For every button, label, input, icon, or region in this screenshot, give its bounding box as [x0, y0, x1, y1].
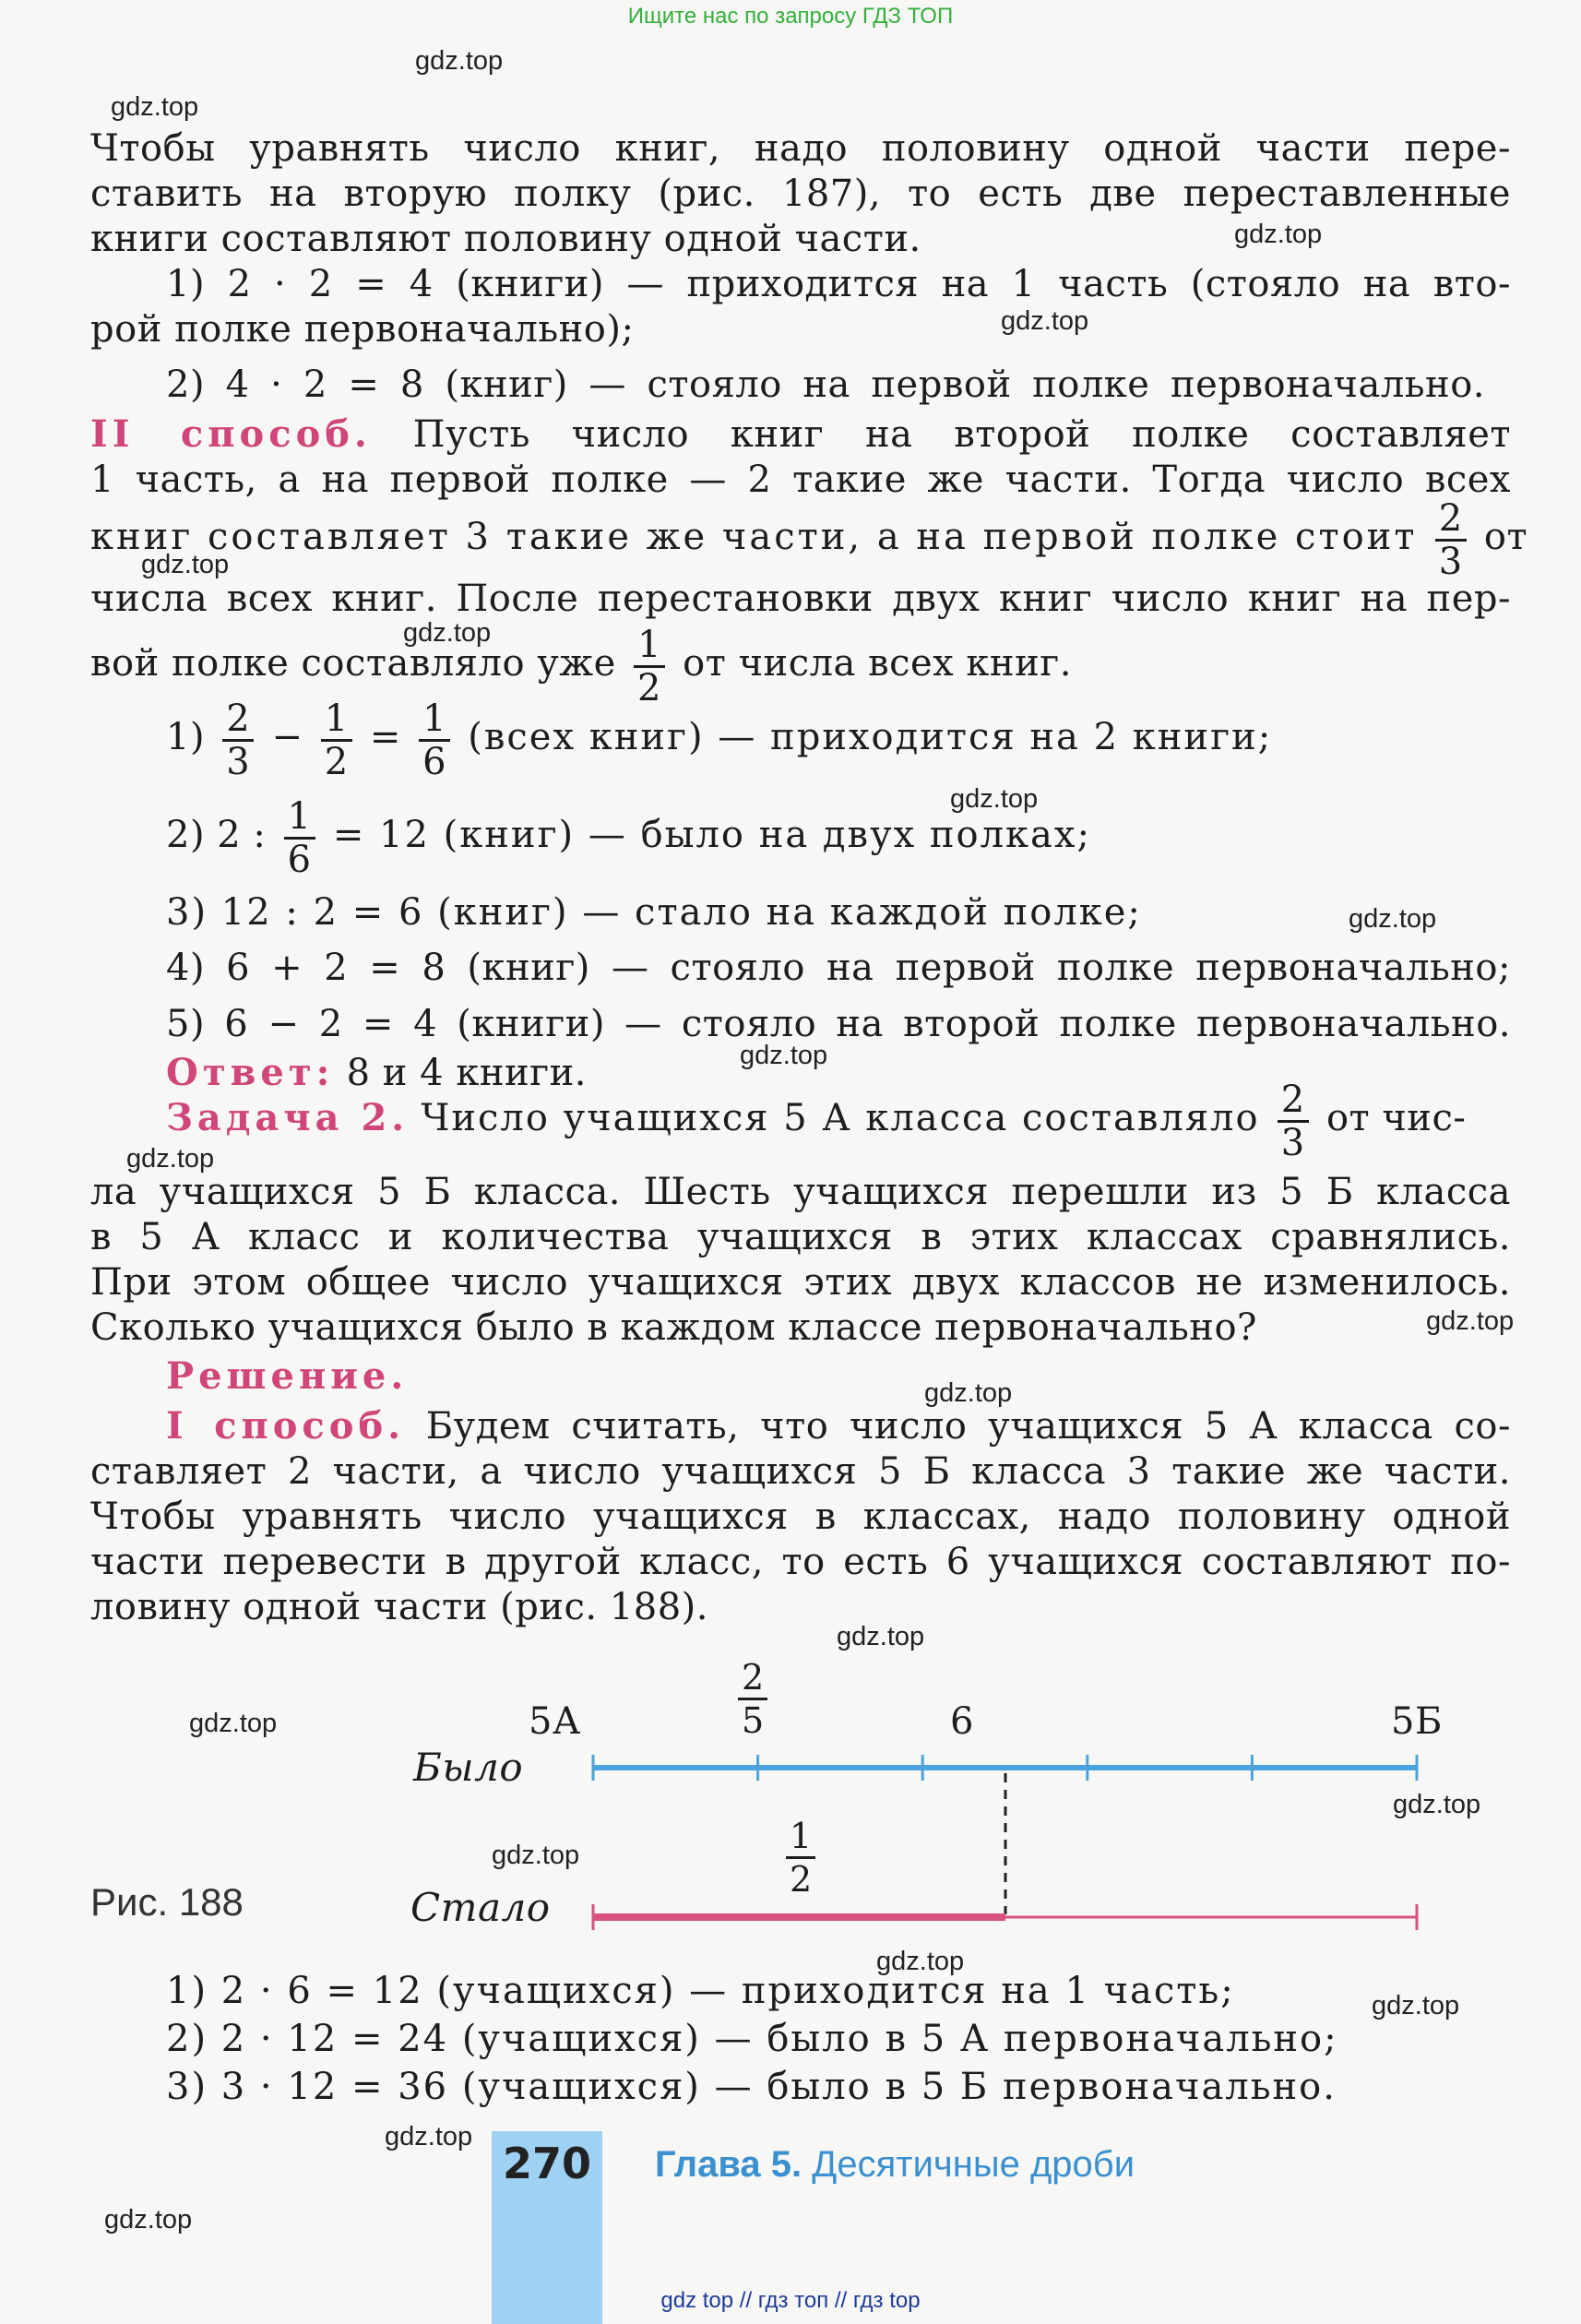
text-line-6: 2) 4 · 2 = 8 (книг) — стояло на первой полке первоначально. [166, 363, 1485, 406]
text-line-3: книги составляют половину одной части. [90, 218, 921, 260]
final-step-1: 1) 2 · 6 = 12 (учащихся) — приходится на 1 часть; [166, 1970, 1235, 2012]
answer-label: Ответ: [166, 1051, 335, 1094]
task2-line-1 [166, 1073, 1511, 1163]
watermark: gdz.top [104, 2205, 193, 2235]
task2-line-4: При этом общее число учащихся этих двух классов не изменилось. [90, 1261, 1511, 1304]
method2-line-2: 1 часть, а на первой полке — 2 такие же части. Тогда число всех [90, 459, 1511, 501]
watermark: gdz.top [1001, 306, 1089, 336]
step2-1 [166, 692, 1581, 782]
chapter-label: Глава 5. [655, 2144, 802, 2185]
answer-text: 8 и 4 книги. [346, 1052, 587, 1094]
minus-sign: − [271, 716, 303, 758]
watermark: gdz.top [1426, 1306, 1515, 1336]
step-text: (всех книг) — приходится на 2 книги; [468, 716, 1273, 758]
method1-line-4: части перевести в другой класс, то есть 6 учащихся составляют по- [90, 1541, 1511, 1583]
task2-line-5: Сколько учащихся было в каждом классе первоначально? [90, 1306, 1257, 1349]
task2-label: Задача 2. [166, 1096, 410, 1139]
watermark: gdz.top [837, 1622, 925, 1651]
fraction-one-half-figure: $\frac{1}{2}$ [786, 1816, 815, 1900]
method2-line-4: числа всех книг. После перестановки двух книг число книг на пер- [90, 578, 1511, 620]
watermark: gdz.top [403, 618, 492, 648]
watermark: gdz.top [1349, 904, 1437, 934]
solution-label: Решение. [166, 1354, 409, 1398]
label-before: Было [413, 1745, 524, 1790]
method2-text-1: Пусть число книг на второй полке составляет [412, 413, 1511, 456]
final-step-3: 3) 3 · 12 = 36 (учащихся) — было в 5 Б первоначально. [166, 2066, 1337, 2108]
method2-line-1 [90, 412, 1511, 457]
method1-line-2: ставляет 2 части, а число учащихся 5 Б класса 3 такие же части. [90, 1450, 1511, 1493]
label-6: 6 [950, 1700, 974, 1743]
method1-text-1: Будем считать, что число учащихся 5 А класса со- [425, 1405, 1511, 1448]
watermark: gdz.top [141, 550, 230, 579]
before-ticks [593, 1755, 1417, 1781]
chapter-name: Десятичные дроби [812, 2144, 1135, 2185]
fraction-one-half: $\frac{1}{2}$ [634, 625, 665, 709]
watermark: gdz.top [1372, 1991, 1460, 2020]
watermark: gdz.top [385, 2122, 473, 2151]
step2-3: 3) 12 : 2 = 6 (книг) — стало на каждой полке; [166, 891, 1142, 934]
method1-line-3: Чтобы уравнять число учащихся в классах, надо половину одной [90, 1496, 1511, 1538]
top-search-note: Ищите нас по запросу ГДЗ ТОП [627, 4, 954, 29]
fraction-two-fifths: $\frac{2}{5}$ [738, 1657, 767, 1741]
fraction-one-sixth: $\frac{1}{6}$ [284, 796, 315, 880]
task2-text-1-end: от чис- [1325, 1097, 1467, 1139]
label-5a: 5А [529, 1700, 581, 1743]
method2-text-5-end: от числа всех книг. [683, 642, 1072, 685]
solution-line [166, 1354, 1581, 1399]
method2-line-3 [90, 492, 1528, 583]
watermark: gdz.top [415, 46, 504, 76]
figure-caption: Рис. 188 [90, 1880, 244, 1924]
watermark: gdz.top [1234, 220, 1323, 249]
method1-line-1 [166, 1404, 1511, 1448]
task2-text-1: Число учащихся 5 А класса составляло [421, 1097, 1260, 1139]
method1-line-5: ловину одной части (рис. 188). [90, 1586, 708, 1628]
watermark: gdz.top [492, 1841, 580, 1870]
label-after: Стало [410, 1885, 551, 1930]
method2-text-5: вой полке составляло уже [90, 642, 616, 685]
watermark: gdz.top [189, 1709, 278, 1738]
bottom-note: gdz top // гдз топ // гдз top [660, 2288, 921, 2313]
text-line-2: ставить на вторую полку (рис. 187), то есть две переставленные [90, 173, 1511, 215]
method2-label: II способ. [90, 412, 372, 456]
watermark: gdz.top [740, 1041, 828, 1070]
label-5b: 5Б [1391, 1700, 1443, 1743]
step-number: 2) 2 : [166, 814, 267, 856]
fraction-two-thirds: $\frac{2}{3}$ [1278, 1079, 1309, 1163]
text-line-1: Чтобы уравнять число книг, надо половину одной части пере- [90, 127, 1511, 170]
step2-4: 4) 6 + 2 = 8 (книг) — стояло на первой полке первоначально; [166, 947, 1511, 989]
fraction-one-half: $\frac{1}{2}$ [321, 698, 352, 782]
text-line-4: 1) 2 · 2 = 4 (книги) — приходится на 1 часть (стояло на вто- [166, 263, 1511, 305]
watermark: gdz.top [950, 784, 1039, 814]
watermark: gdz.top [1393, 1790, 1481, 1819]
watermark: gdz.top [876, 1947, 965, 1976]
text-line-5: рой полке первоначально); [90, 308, 635, 351]
final-step-2: 2) 2 · 12 = 24 (учащихся) — было в 5 А первоначально; [166, 2018, 1338, 2060]
step2-2 [166, 790, 1581, 880]
chapter-title [655, 2144, 1135, 2186]
method1-label: I способ. [166, 1404, 406, 1448]
step2-5: 5) 6 − 2 = 4 (книги) — стояло на второй полке первоначально. [166, 1003, 1511, 1045]
task2-line-3: в 5 А класс и количества учащихся в этих классах сравнялись. [90, 1216, 1511, 1258]
fraction-two-thirds: $\frac{2}{3}$ [1435, 498, 1467, 582]
method2-text-3-end: от [1483, 516, 1528, 558]
fraction-two-thirds: $\frac{2}{3}$ [222, 698, 254, 782]
method2-text-3: книг составляет 3 такие же части, а на первой полке стоит [90, 516, 1418, 558]
fraction-one-sixth: $\frac{1}{6}$ [419, 698, 450, 782]
step-number: 1) [166, 716, 206, 758]
watermark: gdz.top [111, 92, 199, 122]
watermark: gdz.top [126, 1144, 215, 1174]
equals-sign: = [369, 716, 401, 758]
step-text: = 12 (книг) — было на двух полках; [332, 814, 1091, 856]
page-number: 270 [502, 2139, 592, 2188]
task2-line-2: ла учащихся 5 Б класса. Шесть учащихся перешли из 5 Б класса [90, 1171, 1511, 1213]
watermark: gdz.top [924, 1378, 1013, 1408]
